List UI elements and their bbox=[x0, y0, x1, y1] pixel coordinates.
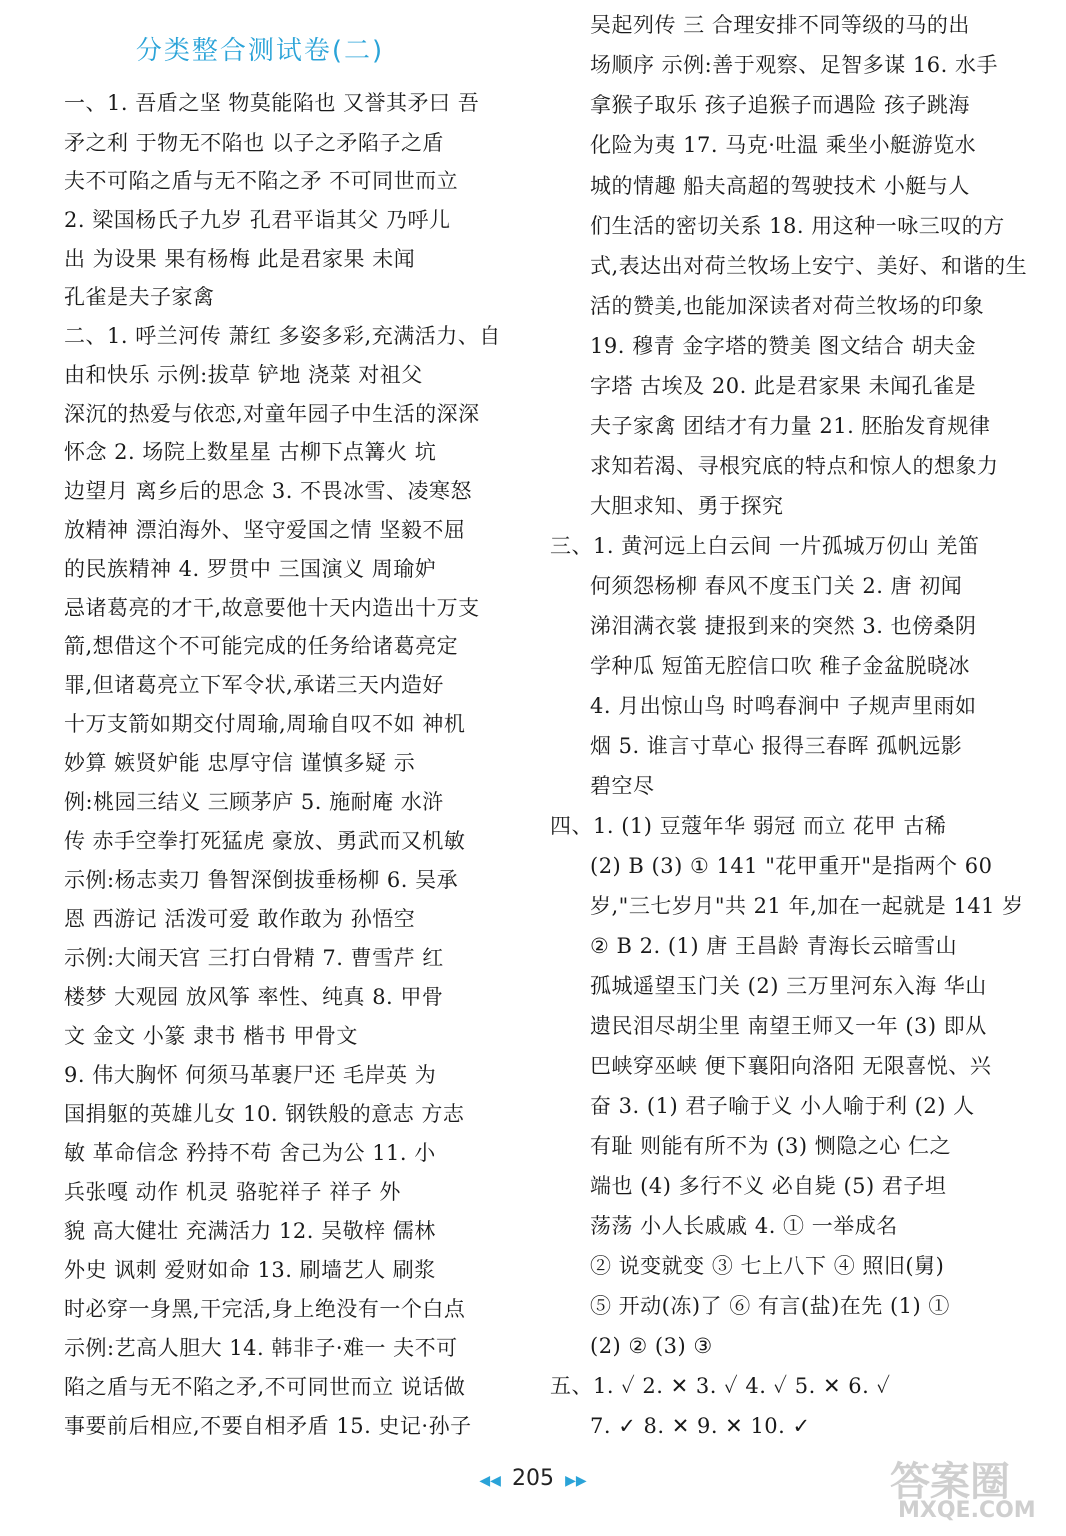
answer-line: 式,表达出对荷兰牧场上安宁、美好、和谐的生 bbox=[590, 254, 1028, 278]
answer-line: 9. 伟大胸怀 何须马革裹尸还 毛岸英 为 bbox=[64, 1063, 437, 1087]
answer-line: 化险为夷 17. 马克·吐温 乘坐小艇游览水 bbox=[590, 133, 977, 157]
answer-line: 烟 5. 谁言寸草心 报得三春晖 孤帆远影 bbox=[590, 734, 963, 758]
answer-line: 忌诸葛亮的才干,故意要他十天内造出十万支 bbox=[64, 596, 480, 620]
answer-line: 有耻 则能有所不为 (3) 恻隐之心 仁之 bbox=[590, 1134, 951, 1158]
answer-line: 2. 梁国杨氏子九岁 孔君平诣其父 乃呼儿 bbox=[64, 208, 451, 232]
answer-line: 孔雀是夫子家禽 bbox=[64, 285, 215, 309]
answer-line: 吴起列传 三 合理安排不同等级的马的出 bbox=[590, 13, 970, 37]
answer-line: 矛之利 于物无不陷也 以子之矛陷子之盾 bbox=[64, 131, 444, 155]
answer-line: 由和快乐 示例:拔草 铲地 浇菜 对祖父 bbox=[64, 363, 423, 387]
answer-line: 涕泪满衣裳 捷报到来的突然 3. 也傍桑阴 bbox=[590, 614, 977, 638]
answer-line: ② 说变就变 ③ 七上八下 ④ 照旧(舅) bbox=[590, 1254, 945, 1278]
watermark-logo bbox=[890, 1450, 1060, 1530]
answer-line: 恩 西游记 活泼可爱 敢作敢为 孙悟空 bbox=[64, 907, 416, 931]
answer-line: 文 金文 小篆 隶书 楷书 甲骨文 bbox=[64, 1024, 358, 1048]
watermark-text: 答案圈 bbox=[890, 1459, 1010, 1505]
answer-line: 传 赤手空拳打死猛虎 豪放、勇武而又机敏 bbox=[64, 829, 466, 853]
answer-line: 19. 穆青 金字塔的赞美 图文结合 胡夫金 bbox=[590, 334, 977, 358]
answer-line: 妙算 嫉贤妒能 忠厚守信 谨慎多疑 示 bbox=[64, 751, 416, 775]
answer-line: 端也 (4) 多行不义 必自毙 (5) 君子坦 bbox=[590, 1174, 947, 1198]
answer-line: 孤城遥望玉门关 (2) 三万里河东入海 华山 bbox=[590, 974, 987, 998]
answer-line: 示例:艺高人胆大 14. 韩非子·难一 夫不可 bbox=[64, 1336, 458, 1360]
answer-line: 怀念 2. 场院上数星星 古柳下点篝火 坑 bbox=[64, 440, 437, 464]
answer-line: 放精神 漂泊海外、坚守爱国之情 坚毅不屈 bbox=[64, 518, 466, 542]
answer-line: 的民族精神 4. 罗贯中 三国演义 周瑜妒 bbox=[64, 557, 437, 581]
page-number: 205 bbox=[512, 1466, 554, 1491]
answer-line: 4. 月出惊山鸟 时鸣春涧中 子规声里雨如 bbox=[590, 694, 977, 718]
answer-line: 箭,想借这个不可能完成的任务给诸葛亮定 bbox=[64, 634, 459, 658]
answer-line: 求知若渴、寻根究底的特点和惊人的想象力 bbox=[590, 454, 999, 478]
answer-line: 事要前后相应,不要自相矛盾 15. 史记·孙子 bbox=[64, 1414, 472, 1438]
answer-line: 遗民泪尽胡尘里 南望王师又一年 (3) 即从 bbox=[590, 1014, 987, 1038]
answer-line: (2) B (3) ① 141 "花甲重开"是指两个 60 bbox=[590, 854, 993, 878]
answer-line: 们生活的密切关系 18. 用这种一咏三叹的方 bbox=[590, 214, 1005, 238]
answer-line: 碧空尽 bbox=[590, 774, 655, 798]
answer-line: 国捐躯的英雄儿女 10. 钢铁般的意志 方志 bbox=[64, 1102, 465, 1126]
answer-line: 巴峡穿巫峡 便下襄阳向洛阳 无限喜悦、兴 bbox=[590, 1054, 992, 1078]
answer-line: 二、1. 呼兰河传 萧红 多姿多彩,充满活力、自 bbox=[64, 324, 501, 348]
answer-line: (2) ② (3) ③ bbox=[590, 1334, 713, 1358]
answer-line: 岁,"三七岁月"共 21 年,加在一起就是 141 岁 bbox=[590, 894, 1024, 918]
answer-line: 何须怨杨柳 春风不度玉门关 2. 唐 初闻 bbox=[590, 574, 963, 598]
watermark-url: MXQE.COM bbox=[898, 1498, 1036, 1523]
answer-line: 字塔 古埃及 20. 此是君家果 未闻孔雀是 bbox=[590, 374, 977, 398]
answer-line: 例:桃园三结义 三顾茅庐 5. 施耐庵 水浒 bbox=[64, 790, 444, 814]
answer-line: 外史 讽刺 爱财如命 13. 刷墙艺人 刷浆 bbox=[64, 1258, 436, 1282]
answer-line: 示例:大闹天宫 三打白骨精 7. 曹雪芹 红 bbox=[64, 946, 444, 970]
answer-line: 边望月 离乡后的思念 3. 不畏冰雪、凌寒怒 bbox=[64, 479, 473, 503]
answer-line: 三、1. 黄河远上白云间 一片孤城万仞山 羌笛 bbox=[550, 534, 980, 558]
answer-line: 场顺序 示例:善于观察、足智多谋 16. 水手 bbox=[590, 53, 998, 77]
answer-line: 时必穿一身黑,干完活,身上绝没有一个白点 bbox=[64, 1297, 466, 1321]
answer-line: 城的情趣 船夫高超的驾驶技术 小艇与人 bbox=[590, 174, 970, 198]
answer-line: 貌 高大健壮 充满活力 12. 吴敬梓 儒林 bbox=[64, 1219, 436, 1243]
answer-line: 敏 革命信念 矜持不苟 舍己为公 11. 小 bbox=[64, 1141, 436, 1165]
answer-line: 四、1. (1) 豆蔻年华 弱冠 而立 花甲 古稀 bbox=[550, 814, 947, 838]
answer-line: ⑤ 开动(冻)了 ⑥ 有言(盐)在先 (1) ① bbox=[590, 1294, 950, 1318]
answer-line: 夫子家禽 团结才有力量 21. 胚胎发育规律 bbox=[590, 414, 991, 438]
answer-line: ② B 2. (1) 唐 王昌龄 青海长云暗雪山 bbox=[590, 934, 958, 958]
answer-line: 五、1. ✓ 2. ✕ 3. ✓ 4. ✓ 5. ✕ 6. ✓ bbox=[550, 1374, 891, 1398]
answer-line: 示例:杨志卖刀 鲁智深倒拔垂杨柳 6. 吴承 bbox=[64, 868, 459, 892]
answer-line: 十万支箭如期交付周瑜,周瑜自叹不如 神机 bbox=[64, 712, 466, 736]
next-arrow-icon: ▶▶ bbox=[565, 1473, 587, 1489]
answer-line: 活的赞美,也能加深读者对荷兰牧场的印象 bbox=[590, 294, 985, 318]
answer-line: 楼梦 大观园 放风筝 率性、纯真 8. 甲骨 bbox=[64, 985, 444, 1009]
answer-line: 荡荡 小人长戚戚 4. ① 一举成名 bbox=[590, 1214, 898, 1238]
prev-arrow-icon: ◀◀ bbox=[479, 1473, 501, 1489]
answer-line: 一、1. 吾盾之坚 物莫能陷也 又誉其矛曰 吾 bbox=[64, 91, 480, 115]
answer-line: 兵张嘎 动作 机灵 骆驼祥子 祥子 外 bbox=[64, 1180, 401, 1204]
page-title: 分类整合测试卷(二) bbox=[135, 36, 385, 66]
answer-line: 学种瓜 短笛无腔信口吹 稚子金盆脱晓冰 bbox=[590, 654, 970, 678]
answer-line: 拿猴子取乐 孩子追猴子而遇险 孩子跳海 bbox=[590, 93, 970, 117]
answer-line: 出 为设果 果有杨梅 此是君家果 未闻 bbox=[64, 247, 416, 271]
answer-line: 大胆求知、勇于探究 bbox=[590, 494, 784, 518]
answer-line: 罪,但诸葛亮立下军令状,承诺三天内造好 bbox=[64, 673, 444, 697]
answer-line: 陷之盾与无不陷之矛,不可同世而立 说话做 bbox=[64, 1375, 466, 1399]
answer-line: 7. ✓ 8. ✕ 9. ✕ 10. ✓ bbox=[590, 1414, 811, 1438]
answer-line: 夫不可陷之盾与无不陷之矛 不可同世而立 bbox=[64, 169, 459, 193]
answer-line: 奋 3. (1) 君子喻于义 小人喻于利 (2) 人 bbox=[590, 1094, 975, 1118]
answer-line: 深沉的热爱与依恋,对童年园子中生活的深深 bbox=[64, 402, 480, 426]
